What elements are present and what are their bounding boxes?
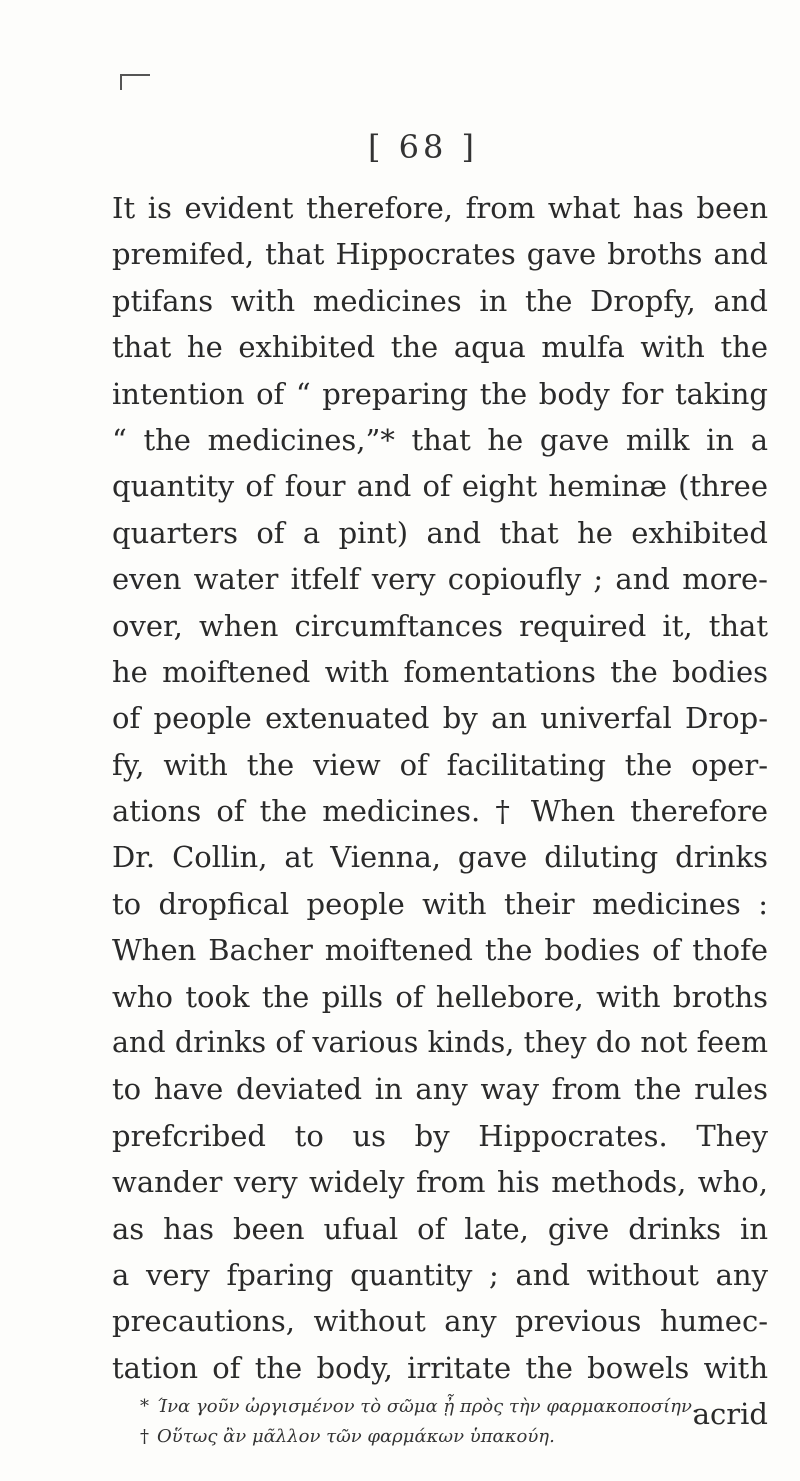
text-line: as has been ufual of late, give drinks in bbox=[112, 1211, 768, 1246]
page-number: [ 68 ] bbox=[368, 128, 479, 166]
text-line: who took the pills of hellebore, with broths bbox=[112, 979, 768, 1014]
text-line: to dropfical people with their medicines : bbox=[112, 886, 768, 921]
text-line: even water itfelf very copioufly ; and more- bbox=[112, 562, 768, 597]
text-line: intention of “ preparing the body for taking bbox=[112, 376, 768, 411]
text-line: prefcribed to us by Hippocrates. They bbox=[112, 1118, 768, 1153]
text-line: he moiftened with fomentations the bodies bbox=[112, 654, 768, 689]
text-line: precautions, without any previous humec- bbox=[112, 1304, 768, 1339]
text-line: fy, with the view of facilitating the oper- bbox=[112, 747, 768, 782]
text-line: to have deviated in any way from the rules bbox=[112, 1072, 768, 1107]
text-line: Dr. Collin, at Vienna, gave diluting drinks bbox=[112, 840, 768, 875]
text-line: ations of the medicines. † When therefore bbox=[112, 794, 768, 829]
footnote-text: Ίνα γοῦν ὠργισμένον τὸ σῶμα ᾖ πρὸς τὴν φαρμακοποσίην. bbox=[157, 1396, 698, 1417]
text-line: ptifans with medicines in the Dropfy, and bbox=[112, 283, 768, 318]
footnote-text: Οὕτως ἂν μᾶλλον τῶν φαρμάκων ὑπακούη. bbox=[157, 1426, 555, 1447]
text-line: “ the medicines,”* that he gave milk in a bbox=[112, 422, 768, 457]
text-line: It is evident therefore, from what has been bbox=[112, 191, 768, 225]
text-line: quarters of a pint) and that he exhibited bbox=[112, 515, 768, 550]
footnote-mark: * bbox=[140, 1396, 149, 1417]
footnote bbox=[140, 1392, 700, 1422]
page-corner-mark bbox=[120, 74, 150, 90]
text-line: wander very widely from his methods, who, bbox=[112, 1165, 768, 1200]
text-line: of people extenuated by an univerfal Drop- bbox=[112, 701, 768, 736]
footnote-mark: † bbox=[140, 1426, 149, 1447]
text-line: over, when circumftances required it, that bbox=[112, 608, 768, 643]
footnotes bbox=[140, 1392, 700, 1452]
text-line: tation of the body, irritate the bowels with bbox=[112, 1350, 768, 1385]
text-line: a very fparing quantity ; and without any bbox=[112, 1257, 768, 1292]
text-line: premifed, that Hippocrates gave broths and bbox=[112, 237, 768, 272]
body-text bbox=[112, 185, 768, 1438]
text-line: quantity of four and of eight heminæ (three bbox=[112, 469, 768, 504]
catchword: acrid bbox=[692, 1397, 768, 1432]
text-line: and drinks of various kinds, they do not feem bbox=[112, 1026, 768, 1060]
text-line: When Bacher moiftened the bodies of thofe bbox=[112, 933, 768, 968]
footnote bbox=[140, 1422, 700, 1452]
text-line: that he exhibited the aqua mulfa with the bbox=[112, 330, 768, 365]
